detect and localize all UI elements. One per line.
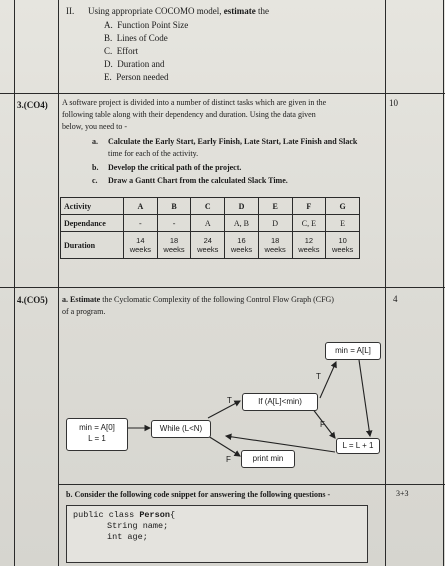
q4a-text: a. Estimate the Cyclomatic Complexity of the following Control Flow Graph (CFG) bbox=[62, 295, 334, 304]
q2-stem: Using appropriate COCOMO model, estimate the bbox=[88, 6, 269, 16]
q3-part-letter: a. bbox=[92, 137, 98, 146]
duration-cell: 24 weeks bbox=[191, 232, 225, 259]
dependance-cell: E bbox=[326, 215, 360, 232]
cfg-node-increment: L = L + 1 bbox=[336, 438, 380, 454]
activity-cell: E bbox=[258, 198, 292, 215]
duration-cell: 12 weeks bbox=[292, 232, 326, 259]
edge-while-to-print bbox=[208, 436, 240, 456]
row-header: Dependance bbox=[61, 215, 124, 232]
q4a-text-line2: of a program. bbox=[62, 307, 106, 316]
dependance-cell: - bbox=[124, 215, 158, 232]
q4b-marks: 3+3 bbox=[396, 489, 409, 498]
duration-cell: 18 weeks bbox=[258, 232, 292, 259]
activity-cell: F bbox=[292, 198, 326, 215]
dependance-cell: A bbox=[191, 215, 225, 232]
activity-cell: B bbox=[157, 198, 191, 215]
code-line: String name; bbox=[107, 521, 169, 531]
q3-part-text: Develop the critical path of the project. bbox=[108, 163, 242, 172]
edge-label-true: T bbox=[316, 372, 321, 381]
edge-label-true: T bbox=[227, 396, 232, 405]
q3-number: 3.(CO4) bbox=[17, 100, 48, 110]
q3-part-letter: c. bbox=[92, 176, 98, 185]
q3-part-text: Draw a Gantt Chart from the calculated Slack Time. bbox=[108, 176, 288, 185]
edge-label-false: F bbox=[226, 455, 231, 464]
activity-cell: A bbox=[124, 198, 158, 215]
q2-item: E. Person needed bbox=[104, 72, 169, 82]
edge-label-false: F bbox=[320, 420, 325, 429]
q2-item: B. Lines of Code bbox=[104, 33, 168, 43]
dependance-cell: A, B bbox=[225, 215, 259, 232]
activity-cell: D bbox=[225, 198, 259, 215]
code-line: public class Person{ bbox=[73, 510, 176, 520]
dependance-cell: C, E bbox=[292, 215, 326, 232]
q3-intro-line: A software project is divided into a number of distinct tasks which are given in the bbox=[62, 98, 327, 107]
q2-roman: II. bbox=[66, 6, 75, 16]
q4-marks: 4 bbox=[393, 294, 398, 304]
dependance-cell: - bbox=[157, 215, 191, 232]
activity-cell: G bbox=[326, 198, 360, 215]
cfg-node-if: If (A[L]<min) bbox=[242, 393, 318, 411]
q2-item: D. Duration and bbox=[104, 59, 165, 69]
edge-if-to-min bbox=[320, 362, 336, 398]
cfg-node-print: print min bbox=[241, 450, 295, 468]
code-snippet bbox=[66, 505, 368, 563]
cfg-node-init: min = A[0] L = 1 bbox=[66, 418, 128, 451]
cfg-node-min-assign: min = A[L] bbox=[325, 342, 381, 360]
q4b-text: b. Consider the following code snippet for answering the following questions - bbox=[66, 490, 331, 499]
duration-cell: 16 weeks bbox=[225, 232, 259, 259]
q3-part-text: time for each of the activity. bbox=[108, 149, 199, 158]
q2-item: C. Effort bbox=[104, 46, 139, 56]
row-header: Duration bbox=[61, 232, 124, 259]
code-line: int age; bbox=[107, 532, 148, 542]
activity-cell: C bbox=[191, 198, 225, 215]
row-header: Activity bbox=[61, 198, 124, 215]
edge-while-to-if bbox=[208, 401, 240, 418]
q3-marks: 10 bbox=[389, 98, 398, 108]
q3-intro-line: following table along with their dependency and duration. Using the data given bbox=[62, 110, 316, 119]
duration-cell: 18 weeks bbox=[157, 232, 191, 259]
duration-cell: 14 weeks bbox=[124, 232, 158, 259]
duration-cell: 10 weeks bbox=[326, 232, 360, 259]
q2-item: A. Function Point Size bbox=[104, 20, 189, 30]
q3-part-letter: b. bbox=[92, 163, 99, 172]
edge-min-to-inc bbox=[359, 360, 370, 436]
cfg-node-while: While (L<N) bbox=[151, 420, 211, 438]
dependance-cell: D bbox=[258, 215, 292, 232]
q3-intro-line: below, you need to - bbox=[62, 122, 128, 131]
q4-number: 4.(CO5) bbox=[17, 295, 48, 305]
q3-part-text: Calculate the Early Start, Early Finish, Late Start, Late Finish and Slack bbox=[108, 137, 358, 146]
